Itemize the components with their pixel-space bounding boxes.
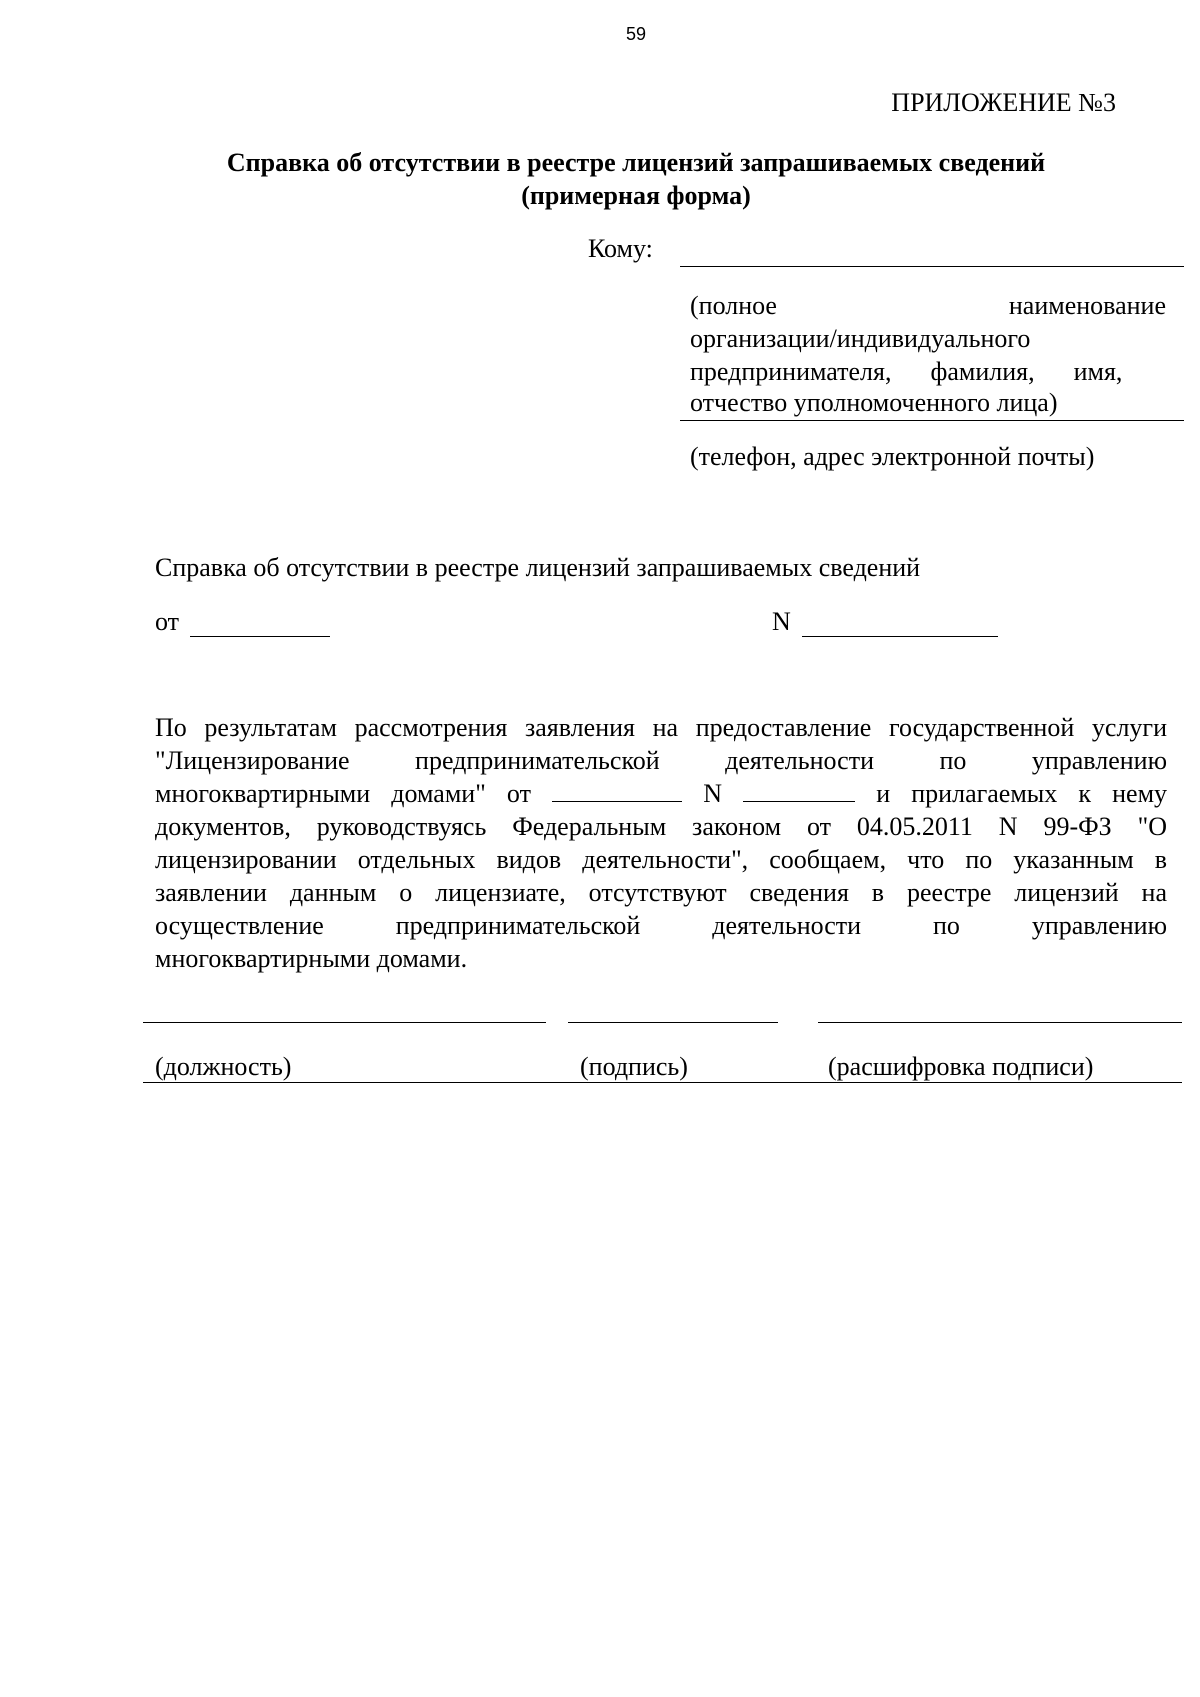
hint-line-3: предпринимателя, фамилия, имя, xyxy=(690,357,1123,386)
signature-field[interactable] xyxy=(568,1000,778,1023)
hint-line-2: организации/индивидуального xyxy=(690,324,1031,353)
hint-line-1-right: наименование xyxy=(1008,291,1166,320)
addressee-hint xyxy=(690,289,1166,388)
position-label: (должность) xyxy=(155,1052,292,1081)
name-label: (расшифровка подписи) xyxy=(828,1052,1094,1081)
title-line-2: (примерная форма) xyxy=(521,181,751,210)
addressee-label: Кому: xyxy=(588,234,653,263)
title-line-1: Справка об отсутствии в реестре лицензий запрашиваемых сведений xyxy=(226,148,1046,177)
body-line-6: заявлении данным о лицензиате, отсутствуют сведения в реестре лицензий на xyxy=(155,878,1167,907)
application-number-field[interactable] xyxy=(743,781,855,802)
signature-label: (подпись) xyxy=(580,1052,688,1081)
addressee-field[interactable] xyxy=(680,238,1184,267)
hint-line-1-left: (полное xyxy=(690,291,777,320)
number-field[interactable] xyxy=(802,610,998,637)
date-label: от xyxy=(155,607,180,636)
body-line-4: документов, руководствуясь Федеральным законом от 04.05.2011 N 99-ФЗ "О xyxy=(155,812,1167,841)
body-line-3-start: многоквартирными домами" от xyxy=(155,779,531,808)
body-line-2: "Лицензирование предпринимательской деятельности по управлению xyxy=(155,746,1167,775)
application-date-field[interactable] xyxy=(552,781,682,802)
number-label: N xyxy=(772,607,791,636)
page-number: 59 xyxy=(625,24,647,44)
document-title xyxy=(130,146,1142,212)
body-line-1: По результатам рассмотрения заявления на предоставление государственной услуги xyxy=(155,713,1167,742)
addressee-name-underline[interactable] xyxy=(680,392,1184,421)
body-line-8: многоквартирными домами. xyxy=(155,944,468,973)
position-field[interactable] xyxy=(143,1000,546,1023)
body-line-5: лицензировании отдельных видов деятельности", сообщаем, что по указанным в xyxy=(155,845,1167,874)
body-line-7: осуществление предпринимательской деятельности по управлению xyxy=(155,911,1167,940)
hint-line-4: отчество уполномоченного лица) xyxy=(690,388,1058,417)
body-line-3-end: и прилагаемых к нему xyxy=(876,779,1168,808)
body-line-3-number-label: N xyxy=(703,779,722,808)
body-line-3 xyxy=(155,777,1167,810)
body-paragraph xyxy=(155,711,1167,975)
appendix-label: ПРИЛОЖЕНИЕ №3 xyxy=(891,88,1116,117)
signature-block-underline xyxy=(143,1060,1182,1083)
reference-title: Справка об отсутствии в реестре лицензий запрашиваемых сведений xyxy=(155,553,921,582)
date-field[interactable] xyxy=(190,610,330,637)
name-field[interactable] xyxy=(818,1000,1182,1023)
contact-hint: (телефон, адрес электронной почты) xyxy=(690,442,1095,471)
